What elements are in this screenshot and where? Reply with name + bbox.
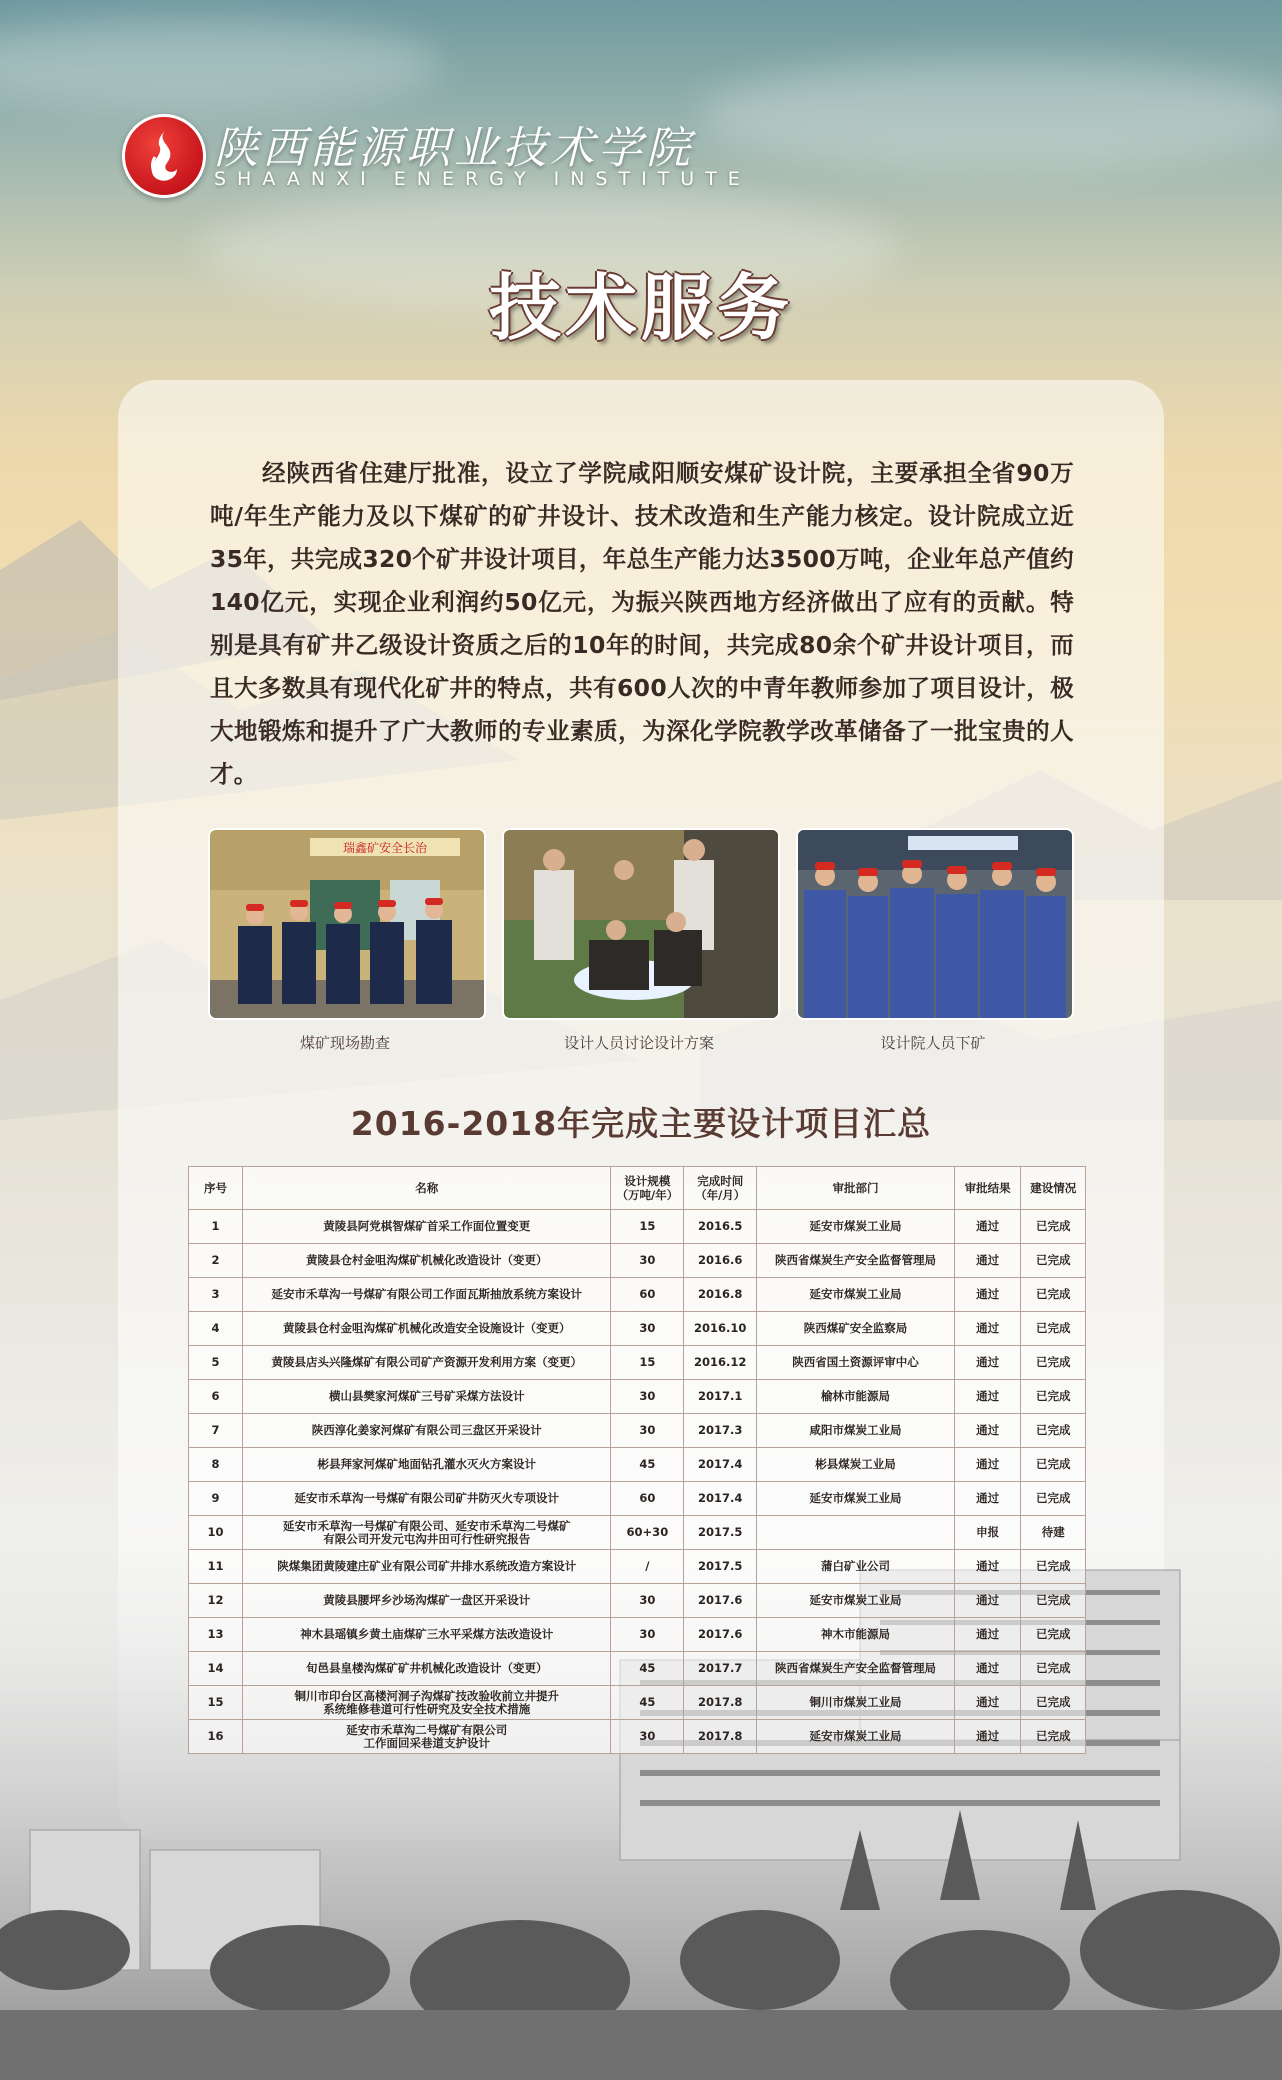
table-cell: 通过	[954, 1244, 1021, 1278]
table-cell: 横山县樊家河煤矿三号矿采煤方法设计	[243, 1380, 611, 1414]
table-title: 2016-2018年完成主要设计项目汇总	[350, 1104, 932, 1143]
table-cell: 通过	[954, 1448, 1021, 1482]
table-cell: 已完成	[1021, 1346, 1086, 1380]
table-row	[189, 1210, 1086, 1244]
table-cell: 榆林市能源局	[757, 1380, 955, 1414]
table-row	[189, 1278, 1086, 1312]
table-cell: 11	[189, 1550, 243, 1584]
table-header-cell: 审批部门	[757, 1167, 955, 1210]
table-cell: 2	[189, 1244, 243, 1278]
table-cell: 16	[189, 1720, 243, 1754]
table-cell: 2016.6	[684, 1244, 757, 1278]
table-cell: 已完成	[1021, 1686, 1086, 1720]
table-cell: 延安市煤炭工业局	[757, 1720, 955, 1754]
projects-table	[188, 1166, 1086, 1754]
table-cell: 15	[189, 1686, 243, 1720]
table-cell: 申报	[954, 1516, 1021, 1550]
table-cell: 30	[611, 1720, 684, 1754]
table-cell: 2016.12	[684, 1346, 757, 1380]
table-header-cell: 审批结果	[954, 1167, 1021, 1210]
table-cell: 陕西省国土资源评审中心	[757, 1346, 955, 1380]
table-cell: 2017.7	[684, 1652, 757, 1686]
table-cell: 延安市煤炭工业局	[757, 1584, 955, 1618]
table-cell: 60	[611, 1278, 684, 1312]
table-cell: 2017.8	[684, 1686, 757, 1720]
table-row	[189, 1652, 1086, 1686]
table-cell: 通过	[954, 1584, 1021, 1618]
table-cell	[757, 1516, 955, 1550]
table-cell: 已完成	[1021, 1380, 1086, 1414]
table-cell: 彬县拜家河煤矿地面钻孔灌水灭火方案设计	[243, 1448, 611, 1482]
table-cell: 2016.8	[684, 1278, 757, 1312]
table-cell: 8	[189, 1448, 243, 1482]
table-cell: 通过	[954, 1720, 1021, 1754]
table-cell: 陕西煤矿安全监察局	[757, 1312, 955, 1346]
table-header-cell: 建设情况	[1021, 1167, 1086, 1210]
table-cell: 通过	[954, 1618, 1021, 1652]
table-cell: 延安市禾草沟二号煤矿有限公司 工作面回采巷道支护设计	[243, 1720, 611, 1754]
table-cell: 30	[611, 1618, 684, 1652]
cloud	[0, 20, 440, 110]
table-cell: 神木县瑶镇乡黄土庙煤矿三水平采煤方法改造设计	[243, 1618, 611, 1652]
table-cell: 陕西淳化姜家河煤矿有限公司三盘区开采设计	[243, 1414, 611, 1448]
school-name-english: SHAANXI ENERGY INSTITUTE	[214, 168, 751, 190]
table-cell: 待建	[1021, 1516, 1086, 1550]
table-row	[189, 1516, 1086, 1550]
table-cell: 陕西省煤炭生产安全监督管理局	[757, 1652, 955, 1686]
table-cell: 黄陵县仓村金咀沟煤矿机械化改造设计（变更）	[243, 1244, 611, 1278]
table-cell: 4	[189, 1312, 243, 1346]
table-cell: 彬县煤炭工业局	[757, 1448, 955, 1482]
table-row	[189, 1618, 1086, 1652]
intro-paragraph: 经陕西省住建厅批准，设立了学院咸阳顺安煤矿设计院，主要承担全省90万吨/年生产能力及以下煤矿的矿井设计、技术改造和生产能力核定。设计院成立近35年，共完成320个矿井设计项目，年总生产能力达3500万吨，企业年总产值约140亿元，实现企业利润约50亿元，为振兴陕西地方经济做出了应有的贡献。特别是具有矿井乙级设计资质之后的10年的时间，共完成80余个矿井设计项目，而且大多数具有现代化矿井的特点，共有600人次的中青年教师参加了项目设计，极大地锻炼和提升了广大教师的专业素质，为深化学院教学改革储备了一批宝贵的人才。	[210, 459, 1074, 788]
table-header-cell: 序号	[189, 1167, 243, 1210]
table-cell: 15	[611, 1346, 684, 1380]
table-header-cell: 完成时间 （年/月）	[684, 1167, 757, 1210]
table-cell: 2017.5	[684, 1516, 757, 1550]
photo-staff-underground	[796, 828, 1074, 1020]
table-cell: 黄陵县阿党棋智煤矿首采工作面位置变更	[243, 1210, 611, 1244]
table-cell: 30	[611, 1312, 684, 1346]
table-cell: 9	[189, 1482, 243, 1516]
table-cell: 10	[189, 1516, 243, 1550]
table-cell: 通过	[954, 1210, 1021, 1244]
table-cell: 30	[611, 1414, 684, 1448]
table-cell: 45	[611, 1686, 684, 1720]
table-cell: 已完成	[1021, 1210, 1086, 1244]
table-cell: 2017.1	[684, 1380, 757, 1414]
table-row	[189, 1312, 1086, 1346]
table-cell: 已完成	[1021, 1652, 1086, 1686]
table-cell: 铜川市印台区高楼河洞子沟煤矿技改验收前立井提升 系统维修巷道可行性研究及安全技术措施	[243, 1686, 611, 1720]
table-cell: 通过	[954, 1278, 1021, 1312]
table-cell: 神木市能源局	[757, 1618, 955, 1652]
photo-caption: 设计人员讨论设计方案	[563, 1034, 714, 1052]
table-cell: 已完成	[1021, 1312, 1086, 1346]
table-row	[189, 1380, 1086, 1414]
table-cell: 2017.5	[684, 1550, 757, 1584]
table-cell: 陕煤集团黄陵建庄矿业有限公司矿井排水系统改造方案设计	[243, 1550, 611, 1584]
table-cell: 通过	[954, 1346, 1021, 1380]
table-row	[189, 1720, 1086, 1754]
school-name: 陕西能源职业技术学院	[214, 123, 694, 174]
table-cell: 陕西省煤炭生产安全监督管理局	[757, 1244, 955, 1278]
table-cell: 15	[611, 1210, 684, 1244]
school-logo	[122, 114, 206, 198]
photo-site-survey	[208, 828, 486, 1020]
table-cell: 铜川市煤炭工业局	[757, 1686, 955, 1720]
table-cell: 2017.6	[684, 1584, 757, 1618]
table-cell: 已完成	[1021, 1618, 1086, 1652]
table-cell: 已完成	[1021, 1720, 1086, 1754]
table-cell: /	[611, 1550, 684, 1584]
table-cell: 通过	[954, 1380, 1021, 1414]
table-cell: 14	[189, 1652, 243, 1686]
table-cell: 通过	[954, 1686, 1021, 1720]
table-cell: 6	[189, 1380, 243, 1414]
table-row	[189, 1414, 1086, 1448]
table-cell: 已完成	[1021, 1244, 1086, 1278]
table-cell: 7	[189, 1414, 243, 1448]
table-cell: 2017.6	[684, 1618, 757, 1652]
table-cell: 通过	[954, 1312, 1021, 1346]
table-body	[189, 1210, 1086, 1754]
table-cell: 已完成	[1021, 1550, 1086, 1584]
table-cell: 13	[189, 1618, 243, 1652]
table-cell: 延安市禾草沟一号煤矿有限公司、延安市禾草沟二号煤矿 有限公司开发元屯沟井田可行性研究报告	[243, 1516, 611, 1550]
table-row	[189, 1686, 1086, 1720]
photo-caption: 煤矿现场勘查	[299, 1034, 390, 1052]
table-cell: 30	[611, 1584, 684, 1618]
table-cell: 30	[611, 1244, 684, 1278]
table-cell: 12	[189, 1584, 243, 1618]
table-cell: 2017.4	[684, 1448, 757, 1482]
photo-design-discussion	[502, 828, 780, 1020]
table-cell: 已完成	[1021, 1448, 1086, 1482]
table-cell: 已完成	[1021, 1584, 1086, 1618]
table-cell: 2017.8	[684, 1720, 757, 1754]
table-cell: 延安市煤炭工业局	[757, 1210, 955, 1244]
table-row	[189, 1448, 1086, 1482]
table-cell: 2016.10	[684, 1312, 757, 1346]
table-cell: 60	[611, 1482, 684, 1516]
table-cell: 通过	[954, 1482, 1021, 1516]
table-cell: 45	[611, 1652, 684, 1686]
table-cell: 2017.4	[684, 1482, 757, 1516]
table-header-cell: 名称	[243, 1167, 611, 1210]
table-cell: 5	[189, 1346, 243, 1380]
table-cell: 延安市禾草沟一号煤矿有限公司工作面瓦斯抽放系统方案设计	[243, 1278, 611, 1312]
table-header-cell: 设计规模 （万吨/年）	[611, 1167, 684, 1210]
table-row	[189, 1550, 1086, 1584]
flame-icon	[125, 117, 203, 195]
table-row	[189, 1346, 1086, 1380]
table-cell: 蒲白矿业公司	[757, 1550, 955, 1584]
mine-sign-text: 瑞鑫矿安全长治	[342, 841, 428, 855]
table-cell: 已完成	[1021, 1278, 1086, 1312]
table-cell: 通过	[954, 1652, 1021, 1686]
page-title: 技术服务	[488, 266, 793, 350]
table-cell: 45	[611, 1448, 684, 1482]
table-cell: 咸阳市煤炭工业局	[757, 1414, 955, 1448]
table-cell: 延安市煤炭工业局	[757, 1278, 955, 1312]
table-row	[189, 1584, 1086, 1618]
table-cell: 1	[189, 1210, 243, 1244]
table-cell: 通过	[954, 1550, 1021, 1584]
table-cell: 通过	[954, 1414, 1021, 1448]
table-row	[189, 1482, 1086, 1516]
table-cell: 60+30	[611, 1516, 684, 1550]
table-cell: 延安市禾草沟一号煤矿有限公司矿井防灭火专项设计	[243, 1482, 611, 1516]
cloud	[700, 60, 1282, 170]
table-cell: 延安市煤炭工业局	[757, 1482, 955, 1516]
photo-caption: 设计院人员下矿	[880, 1034, 986, 1052]
table-cell: 2016.5	[684, 1210, 757, 1244]
table-cell: 黄陵县店头兴隆煤矿有限公司矿产资源开发利用方案（变更）	[243, 1346, 611, 1380]
table-cell: 3	[189, 1278, 243, 1312]
table-cell: 黄陵县仓村金咀沟煤矿机械化改造安全设施设计（变更）	[243, 1312, 611, 1346]
table-cell: 旬邑县皇楼沟煤矿矿井机械化改造设计（变更）	[243, 1652, 611, 1686]
table-cell: 黄陵县腰坪乡沙场沟煤矿一盘区开采设计	[243, 1584, 611, 1618]
table-cell: 已完成	[1021, 1414, 1086, 1448]
table-header-row	[189, 1167, 1086, 1210]
table-cell: 已完成	[1021, 1482, 1086, 1516]
table-row	[189, 1244, 1086, 1278]
table-cell: 2017.3	[684, 1414, 757, 1448]
table-cell: 30	[611, 1380, 684, 1414]
